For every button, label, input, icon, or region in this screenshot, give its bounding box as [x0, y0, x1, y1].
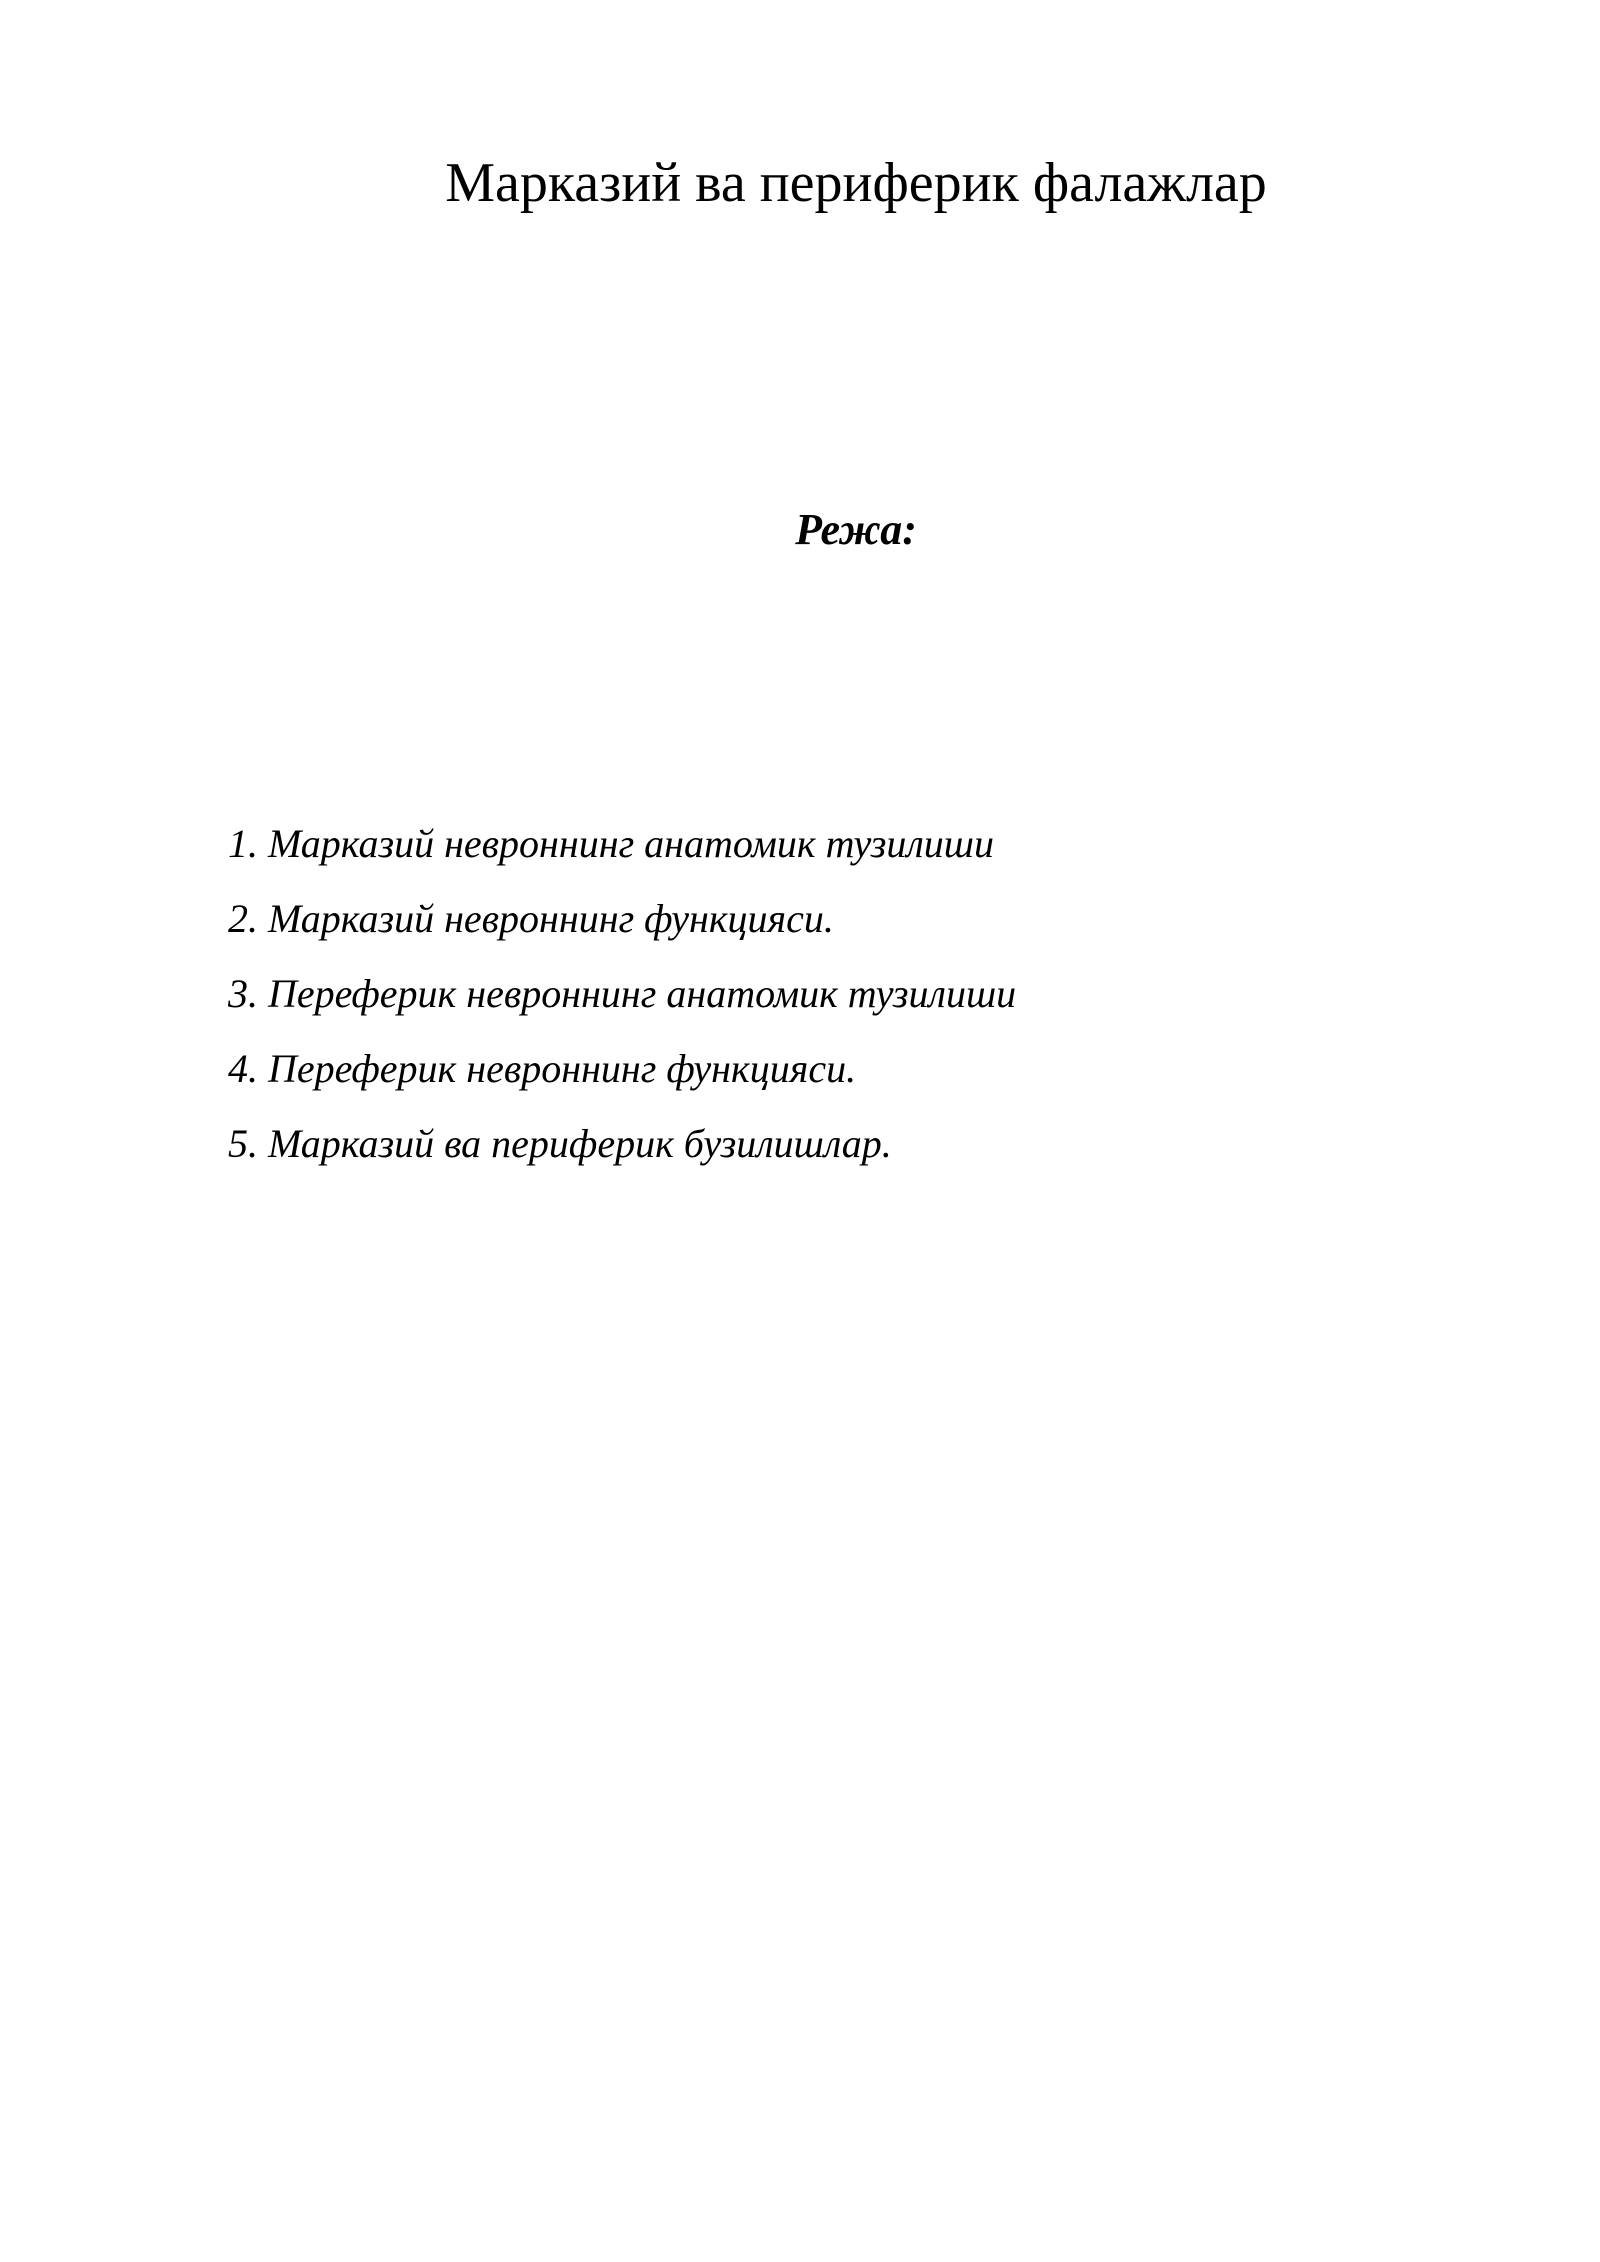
- plan-item-5: [228, 1120, 1016, 1195]
- plan-item-3: [228, 970, 1016, 1045]
- plan-item-number: 1.: [228, 821, 258, 866]
- plan-heading: Режа:: [795, 505, 917, 554]
- plan-item-1: [228, 820, 1016, 895]
- plan-list: [228, 820, 1016, 1195]
- plan-item-number: 4.: [228, 1046, 258, 1091]
- plan-item-number: 5.: [228, 1121, 258, 1166]
- plan-item-number: 2.: [228, 896, 258, 941]
- plan-item-text: Переферик невроннинг анатомик тузилиши: [268, 971, 1017, 1016]
- document-title: Марказий ва периферик фалажлар: [445, 152, 1267, 214]
- plan-item-2: [228, 895, 1016, 970]
- plan-item-number: 3.: [228, 971, 258, 1016]
- plan-item-text: Марказий невроннинг анатомик тузилиши: [268, 821, 994, 866]
- plan-item-text: Марказий невроннинг функцияси.: [268, 896, 834, 941]
- plan-item-text: Марказий ва периферик бузилишлар.: [268, 1121, 892, 1166]
- plan-item-text: Переферик невроннинг функцияси.: [268, 1046, 857, 1091]
- plan-item-4: [228, 1045, 1016, 1120]
